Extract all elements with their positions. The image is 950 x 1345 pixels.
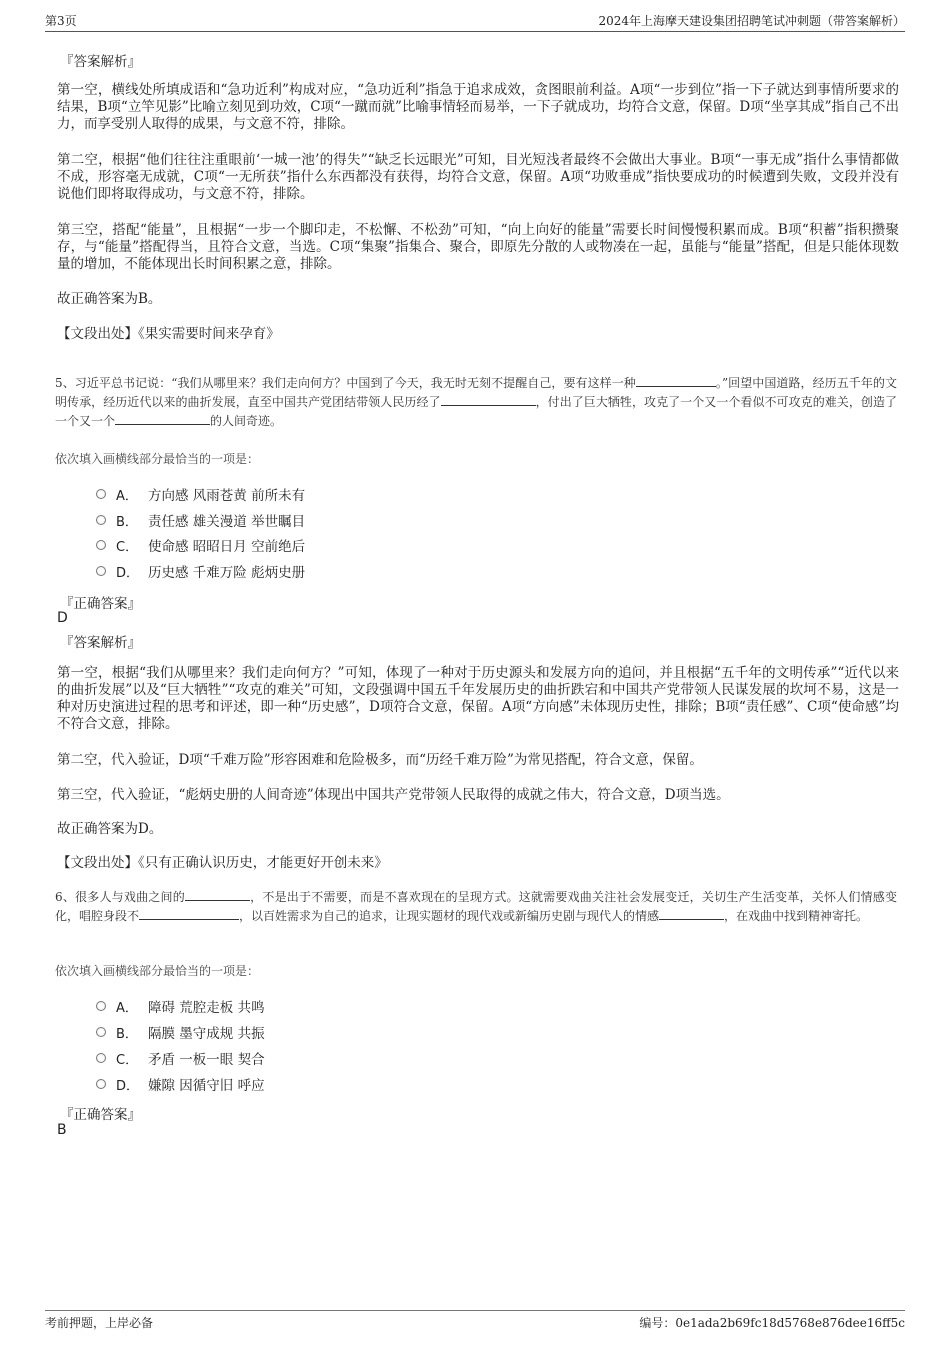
q4-analysis-p3: 第三空，搭配“能量”，且根据“一步一个脚印走，不松懈、不松劲”可知，“向上向好的能量”需要长时间慢慢积累而成。B项“积蓄”指积攒聚存，与“能量”搭配得当，且符合文意，当选。C项“集聚”指集合、聚合，即原先分散的人或物凑在一起，虽能与“能量”搭配，但是只能体现数量的增加，不能体现出长时间积累之意，排除。 (57, 222, 899, 272)
document-title: 2024年上海摩天建设集团招聘笔试冲刺题（带答案解析） (598, 14, 905, 28)
q5-option-d[interactable]: D． 历史感 千难万险 彪炳史册 (96, 561, 305, 581)
q6-blank-1 (185, 888, 250, 901)
page-number: 第3页 (45, 14, 77, 28)
radio-icon[interactable] (96, 1027, 106, 1037)
q5-answer-label: 『正确答案』 (60, 596, 141, 612)
q6-blank-2 (139, 907, 239, 920)
q5-analysis-p1: 第一空，根据“我们从哪里来？我们走向何方？”可知，体现了一种对于历史源头和发展方向的追问，并且根据“五千年的文明传承”“近代以来的曲折发展”以及“巨大牺牲”“攻克的难关”可知，文段强调中国五千年发展历史的曲折跌宕和中国共产党带领人民谋发展的坎坷不易，这是一种对历史演进过程的思考和评述，即一种“历史感”，D项符合文意，保留。A项“方向感”未体现历史性，排除；B项“责任感”、C项“使命感”均不符合文意，排除。 (57, 665, 899, 732)
radio-icon[interactable] (96, 540, 106, 550)
q6-option-a[interactable]: A． 障碍 荒腔走板 共鸣 (96, 996, 265, 1016)
q6-option-d[interactable]: D． 嫌隙 因循守旧 呼应 (96, 1074, 265, 1094)
q5-blank-2 (441, 393, 536, 406)
q5-source: 【文段出处】《只有正确认识历史，才能更好开创未来》 (57, 855, 388, 871)
footer-divider (45, 1310, 905, 1311)
q6-option-c[interactable]: C． 矛盾 一板一眼 契合 (96, 1048, 265, 1068)
radio-icon[interactable] (96, 1079, 106, 1089)
radio-icon[interactable] (96, 515, 106, 525)
radio-icon[interactable] (96, 1001, 106, 1011)
q4-conclusion: 故正确答案为B。 (57, 291, 162, 307)
q5-option-a[interactable]: A． 方向感 风雨苍黄 前所未有 (96, 484, 305, 504)
q4-analysis-p2: 第二空，根据“他们往往注重眼前‘一城一池’的得失”“缺乏长远眼光”可知，目光短浅者最终不会做出大事业。B项“一事无成”指什么事情都做不成，形容毫无成就，C项“一无所获”指什么东西都没有获得，均符合文意，保留。A项“功败垂成”指快要成功的时候遭到失败，文段并没有说他们即将取得成功，与文意不符，排除。 (57, 152, 899, 202)
q6-answer: B (57, 1122, 67, 1138)
q5-stem: 5、习近平总书记说：“我们从哪里来？我们走向何方？中国到了今天，我无时无刻不提醒自己，要有这样一种 。”回望中国道路，经历五千年的文明传承，经历近代以来的曲折发展，直至中国共产党团结带领人民历经了 ，付出了巨大牺牲，攻克了一个又一个看似不可攻克的难关，创造了一个又一个 的人间奇迹。 (55, 376, 897, 428)
q6-blank-3 (659, 907, 724, 920)
q5-analysis-p3: 第三空，代入验证，“彪炳史册的人间奇迹”体现出中国共产党带领人民取得的成就之伟大，符合文意，D项当选。 (57, 787, 730, 803)
q6-option-b[interactable]: B． 隔膜 墨守成规 共振 (96, 1022, 265, 1042)
q5-analysis-label: 『答案解析』 (60, 635, 141, 651)
header-divider (45, 31, 905, 32)
q4-source: 【文段出处】《果实需要时间来孕育》 (57, 326, 280, 342)
footer-slogan: 考前押题，上岸必备 (45, 1316, 154, 1330)
q5-option-c[interactable]: C． 使命感 昭昭日月 空前绝后 (96, 535, 305, 555)
q5-conclusion: 故正确答案为D。 (57, 821, 163, 837)
q5-blank-1 (636, 374, 716, 387)
q6-instruction: 依次填入画横线部分最恰当的一项是： (55, 964, 260, 978)
radio-icon[interactable] (96, 1053, 106, 1063)
radio-icon[interactable] (96, 566, 106, 576)
q5-option-b[interactable]: B． 责任感 雄关漫道 举世瞩目 (96, 510, 305, 530)
q5-blank-3 (115, 412, 210, 425)
q6-stem: 6、很多人与戏曲之间的 ，不是出于不需要，而是不喜欢现在的呈现方式。这就需要戏曲关注社会发展变迁，关切生产生活变革，关怀人们情感变化，唱腔身段不 ，以百姓需求为自己的追求，让现实题材的现代戏或新编历史剧与现代人的情感 ，在戏曲中找到精神寄托。 (55, 890, 897, 923)
radio-icon[interactable] (96, 489, 106, 499)
q5-answer: D (57, 610, 68, 626)
q6-answer-label: 『正确答案』 (60, 1107, 141, 1123)
q4-analysis-label: 『答案解析』 (60, 54, 141, 70)
q5-analysis-p2: 第二空，代入验证，D项“千难万险”形容困难和危险极多，而“历经千难万险”为常见搭配，符合文意，保留。 (57, 752, 703, 768)
q4-analysis-p1: 第一空，横线处所填成语和“急功近利”构成对应，“急功近利”指急于追求成效，贪图眼前利益。A项“一步到位”指一下子就达到事情所要求的结果，B项“立竿见影”比喻立刻见到功效，C项“一蹴而就”比喻事情轻而易举，一下子就成功，均符合文意，保留。D项“坐享其成”指自己不出力，而享受别人取得的成果，与文意不符，排除。 (57, 82, 899, 132)
document-id: 编号：0e1ada2b69fc18d5768e876dee16ff5c (639, 1316, 905, 1330)
q5-instruction: 依次填入画横线部分最恰当的一项是： (55, 452, 260, 466)
